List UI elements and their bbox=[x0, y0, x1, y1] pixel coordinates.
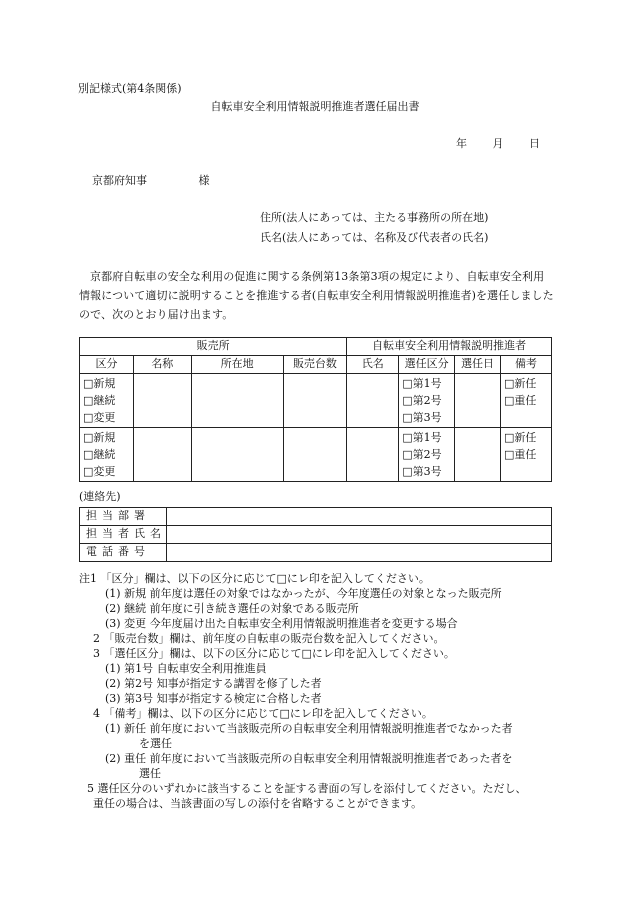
contact-label-department: 担当部署 bbox=[80, 508, 167, 526]
selection-date-cell[interactable] bbox=[455, 428, 501, 482]
note-line: 重任の場合は、当該書面の写しの添付を省略することができます。 bbox=[93, 797, 423, 810]
date-month: 月 bbox=[492, 137, 504, 150]
applicant-name: 氏名(法人にあっては、名称及び代表者の氏名) bbox=[260, 231, 489, 244]
remark-checkbox-reappointed[interactable]: □重任 bbox=[504, 448, 537, 461]
note-line: (2) 継続 前年度に引き続き選任の対象である販売所 bbox=[105, 602, 359, 615]
note-line: (2) 重任 前年度において当該販売所の自転車安全利用情報説明推進者であった者を bbox=[105, 752, 513, 765]
contact-person-field[interactable] bbox=[167, 526, 552, 544]
date-year: 年 bbox=[456, 137, 467, 150]
note-line: 3 「選任区分」欄は、以下の区分に応じて□にレ印を記入してください。 bbox=[93, 647, 455, 660]
remark-cell[interactable] bbox=[501, 374, 552, 428]
contact-label-phone: 電話番号 bbox=[80, 544, 167, 562]
category-checkbox-change[interactable]: □変更 bbox=[83, 411, 116, 424]
category-cell[interactable] bbox=[80, 428, 134, 482]
group-header-store: 販売所 bbox=[80, 338, 347, 356]
contact-phone-field[interactable] bbox=[167, 544, 552, 562]
note-line: 4 「備考」欄は、以下の区分に応じて□にレ印を記入してください。 bbox=[93, 707, 433, 720]
note-line: (1) 第1号 自転車安全利用推進員 bbox=[105, 662, 267, 675]
selection-checkbox-1[interactable]: □第1号 bbox=[402, 431, 442, 444]
note-line: (1) 新規 前年度は選任の対象ではなかったが、今年度選任の対象となった販売所 bbox=[105, 587, 502, 600]
notes bbox=[79, 571, 559, 811]
col-header: 所在地 bbox=[191, 356, 283, 374]
date-line bbox=[456, 137, 540, 151]
note-line: (3) 変更 今年度届け出た自転車安全利用情報説明推進者を変更する場合 bbox=[105, 617, 458, 630]
sales-count-cell[interactable] bbox=[283, 428, 347, 482]
remark-checkbox-new[interactable]: □新任 bbox=[504, 431, 537, 444]
promoter-name-cell[interactable] bbox=[347, 374, 399, 428]
selection-checkbox-3[interactable]: □第3号 bbox=[402, 465, 442, 478]
selection-checkbox-3[interactable]: □第3号 bbox=[402, 411, 442, 424]
promoter-name-cell[interactable] bbox=[347, 428, 399, 482]
note-line: 注1 「区分」欄は、以下の区分に応じて□にレ印を記入してください。 bbox=[79, 572, 430, 585]
addressee-name: 京都府知事 bbox=[92, 174, 147, 187]
selection-checkbox-1[interactable]: □第1号 bbox=[402, 377, 442, 390]
note-line: (3) 第3号 知事が指定する検定に合格した者 bbox=[105, 692, 322, 705]
form-label: 別記様式(第4条関係) bbox=[78, 82, 182, 95]
note-line: (2) 第2号 知事が指定する講習を修了した者 bbox=[105, 677, 322, 690]
note-line: を選任 bbox=[139, 737, 172, 750]
col-header: 氏名 bbox=[347, 356, 399, 374]
selection-checkbox-2[interactable]: □第2号 bbox=[402, 448, 442, 461]
col-header: 選任日 bbox=[455, 356, 501, 374]
document-title: 自転車安全利用情報説明推進者選任届出書 bbox=[210, 100, 420, 113]
group-header-promoter: 自転車安全利用情報説明推進者 bbox=[347, 338, 552, 356]
date-day: 日 bbox=[529, 137, 540, 150]
remark-checkbox-new[interactable]: □新任 bbox=[504, 377, 537, 390]
registration-table bbox=[79, 337, 552, 482]
applicant-address: 住所(法人にあっては、主たる事務所の所在地) bbox=[260, 211, 489, 224]
selection-date-cell[interactable] bbox=[455, 374, 501, 428]
store-address-cell[interactable] bbox=[191, 374, 283, 428]
contact-department-field[interactable] bbox=[167, 508, 552, 526]
note-line: 2 「販売台数」欄は、前年度の自転車の販売台数を記入してください。 bbox=[93, 632, 445, 645]
col-header: 区分 bbox=[80, 356, 134, 374]
selection-cell[interactable] bbox=[399, 374, 455, 428]
category-checkbox-new[interactable]: □新規 bbox=[83, 377, 116, 390]
col-header: 販売台数 bbox=[283, 356, 347, 374]
contact-label: (連絡先) bbox=[79, 490, 121, 503]
col-header: 名称 bbox=[133, 356, 191, 374]
contact-label-person: 担当者氏名 bbox=[80, 526, 167, 544]
addressee bbox=[92, 174, 210, 188]
selection-checkbox-2[interactable]: □第2号 bbox=[402, 394, 442, 407]
sales-count-cell[interactable] bbox=[283, 374, 347, 428]
note-line: 5 選任区分のいずれかに該当することを証する書面の写しを添付してください。ただし、 bbox=[87, 782, 527, 795]
contact-table bbox=[79, 507, 552, 562]
category-cell[interactable] bbox=[80, 374, 134, 428]
store-address-cell[interactable] bbox=[191, 428, 283, 482]
note-line: 選任 bbox=[139, 767, 161, 780]
body-text: 京都府自転車の安全な利用の促進に関する条例第13条第3項の規定により、自転車安全利用情報について適切に説明することを推進する者(自転車安全利用情報説明推進者)を選任しましたので、次のとおり届け出ます。 bbox=[79, 270, 554, 321]
category-checkbox-new[interactable]: □新規 bbox=[83, 431, 116, 444]
category-checkbox-change[interactable]: □変更 bbox=[83, 465, 116, 478]
remark-cell[interactable] bbox=[501, 428, 552, 482]
store-name-cell[interactable] bbox=[133, 374, 191, 428]
col-header: 選任区分 bbox=[399, 356, 455, 374]
remark-checkbox-reappointed[interactable]: □重任 bbox=[504, 394, 537, 407]
note-line: (1) 新任 前年度において当該販売所の自転車安全利用情報説明推進者でなかった者 bbox=[105, 722, 513, 735]
table-row bbox=[80, 374, 552, 428]
selection-cell[interactable] bbox=[399, 428, 455, 482]
category-checkbox-continue[interactable]: □継続 bbox=[83, 394, 116, 407]
table-row bbox=[80, 428, 552, 482]
category-checkbox-continue[interactable]: □継続 bbox=[83, 448, 116, 461]
store-name-cell[interactable] bbox=[133, 428, 191, 482]
col-header: 備考 bbox=[501, 356, 552, 374]
addressee-honorific: 様 bbox=[198, 174, 210, 187]
